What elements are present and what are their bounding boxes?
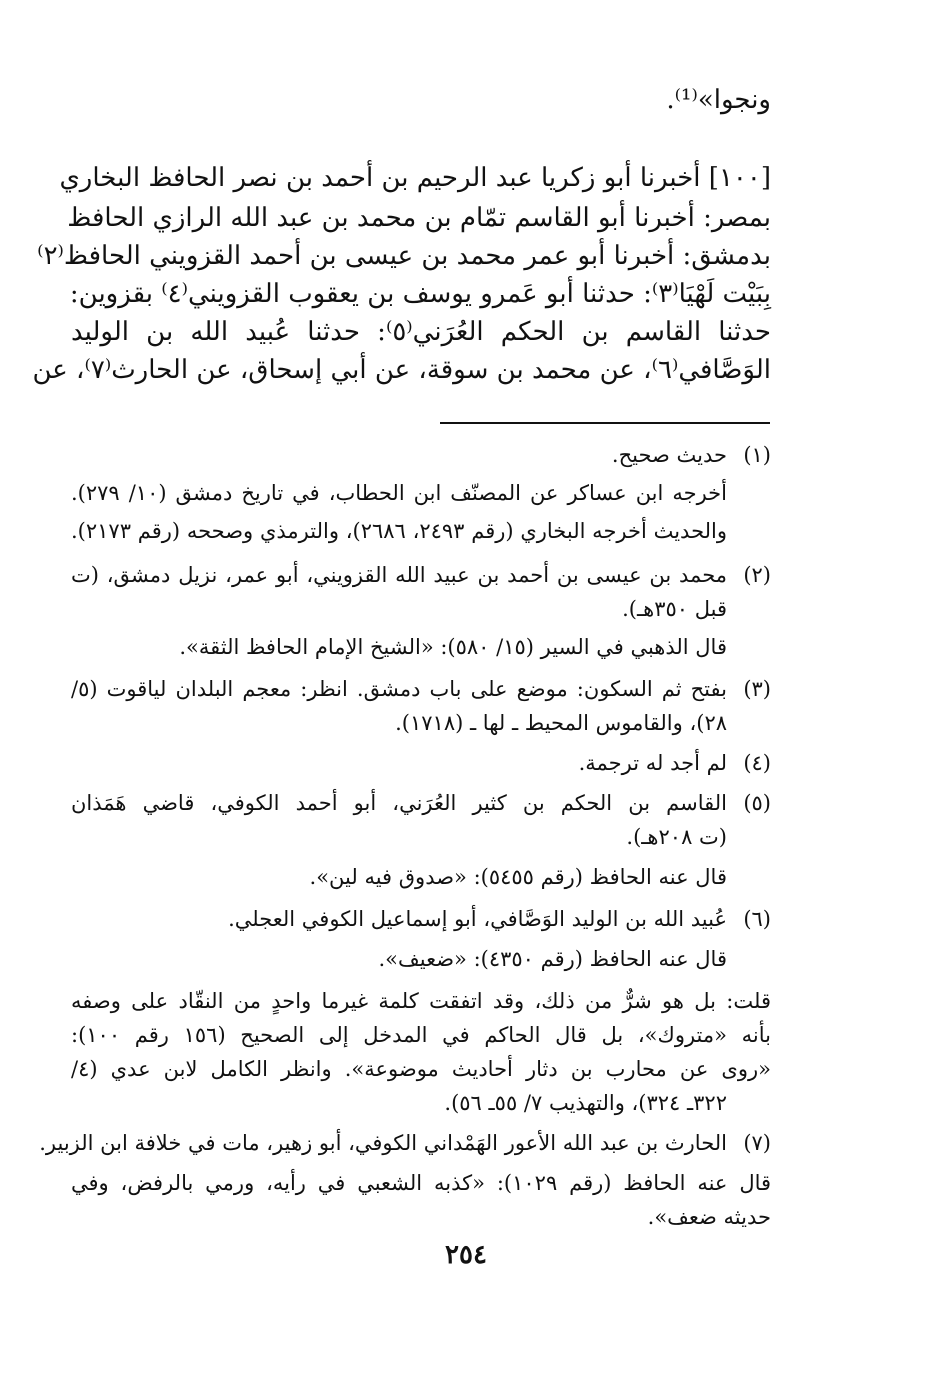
footnote-2-sub-1: قال الذهبي في السير (١٥/ ٥٨٠): «الشيخ الإمام الحافظ الثقة». bbox=[179, 635, 727, 659]
main-text-line-3: بمصر: أخبرنا أبو القاسم تمّام بن محمد بن عبد الله الرازي الحافظ bbox=[67, 203, 771, 233]
footnote-1-sub-2: والحديث أخرجه البخاري (رقم ٢٤٩٣، ٢٦٨٦)، والترمذي وصححه (رقم ٢١٧٣). bbox=[71, 519, 727, 543]
footnote-1-line-1: حديث صحيح. bbox=[611, 443, 727, 467]
footnote-7-note-line-1: قال عنه الحافظ (رقم ١٠٢٩): «كذبه الشعبي في رأيه، ورمي بالرفض، وفي bbox=[71, 1171, 772, 1195]
footnote-number-1: (١) bbox=[743, 443, 771, 467]
footnote-2-line-2: قبل ٣٥٠هـ). bbox=[622, 597, 727, 621]
footnote-4-line-1: لم أجد له ترجمة. bbox=[578, 751, 727, 775]
footnote-6-note-line-3: «روى عن محارب بن دثار أحاديث موضوعة». وانظر الكامل لابن عدي (٤/ bbox=[71, 1057, 771, 1081]
main-text-line-4: بدمشق: أخبرنا أبو عمر محمد بن عيسى بن أحمد القزويني الحافظ⁽٢⁾ bbox=[37, 241, 771, 271]
footnote-number-6: (٦) bbox=[743, 907, 771, 931]
footnote-3-line-2: ٢٨)، والقاموس المحيط ـ لها ـ (١٧١٨). bbox=[395, 711, 727, 735]
footnote-6-note-line-1: قلت: بل هو شرٌّ من ذلك، وقد اتفقت كلمة غيرما واحدٍ من النقّاد على وصفه bbox=[71, 989, 771, 1013]
footnote-6-line-1: عُبيد الله بن الوليد الوَصَّافي، أبو إسماعيل الكوفي العجلي. bbox=[228, 907, 727, 931]
footnote-number-2: (٢) bbox=[743, 563, 771, 587]
footnote-3-line-1: بفتح ثم السكون: موضع على باب دمشق. انظر: معجم البلدان لياقوت (٥/ bbox=[71, 677, 727, 701]
footnote-number-3: (٣) bbox=[743, 677, 771, 701]
footnote-7-line-1: الحارث بن عبد الله الأعور الهَمْداني الكوفي، أبو زهير، مات في خلافة ابن الزبير. bbox=[39, 1131, 727, 1155]
footnote-number-7: (٧) bbox=[743, 1131, 771, 1155]
footnote-6-note-line-2: بأنه «متروك»، بل قال الحاكم في المدخل إلى الصحيح (١٥٦ رقم ١٠٠): bbox=[71, 1023, 771, 1047]
footnote-6-sub-1: قال عنه الحافظ (رقم ٤٣٥٠): «ضعيف». bbox=[378, 947, 727, 971]
footnote-2-line-1: محمد بن عيسى بن أحمد بن عبيد الله القزويني، أبو عمر، نزيل دمشق، (ت bbox=[71, 563, 727, 587]
main-text-line-6: حدثنا القاسم بن الحكم العُرَني⁽٥⁾: حدثنا عُبيد الله بن الوليد bbox=[71, 317, 771, 347]
footnote-number-4: (٤) bbox=[743, 751, 771, 775]
footnote-7-note-line-2: حديثه ضعف». bbox=[647, 1205, 771, 1229]
footnote-5-line-2: (ت ٢٠٨هـ). bbox=[626, 825, 727, 849]
footnote-number-5: (٥) bbox=[743, 791, 771, 815]
footnote-1-sub-1: أخرجه ابن عساكر عن المصنّف ابن الحطاب، في تاريخ دمشق (١٠/ ٢٧٩). bbox=[71, 481, 727, 505]
footnote-6-note-line-4: ٣٢٢ـ ٣٢٤)، والتهذيب ٧/ ٥٥ـ ٥٦). bbox=[444, 1091, 727, 1115]
main-text-line-2: [١٠٠] أخبرنا أبو زكريا عبد الرحيم بن أحمد بن نصر الحافظ البخاري bbox=[59, 163, 771, 193]
main-text-line-7: الوَصَّافي⁽٦⁾، عن محمد بن سوقة، عن أبي إسحاق، عن الحارث⁽٧⁾، عن bbox=[32, 355, 771, 385]
main-text-line-1: ونجوا»⁽¹⁾. bbox=[666, 85, 771, 115]
page-number: ٢٥٤ bbox=[445, 1240, 487, 1270]
footnote-5-line-1: القاسم بن الحكم بن كثير العُرَني، أبو أحمد الكوفي، قاضي هَمَذان bbox=[71, 791, 727, 815]
footnote-separator bbox=[440, 422, 770, 424]
main-text-line-5: بِبَيْت لَهْيَا⁽٣⁾: حدثنا أبو عَمرو يوسف بن يعقوب القزويني⁽٤⁾ بقزوين: bbox=[69, 279, 771, 309]
footnote-5-sub-1: قال عنه الحافظ (رقم ٥٤٥٥): «صدوق فيه لين». bbox=[309, 865, 727, 889]
